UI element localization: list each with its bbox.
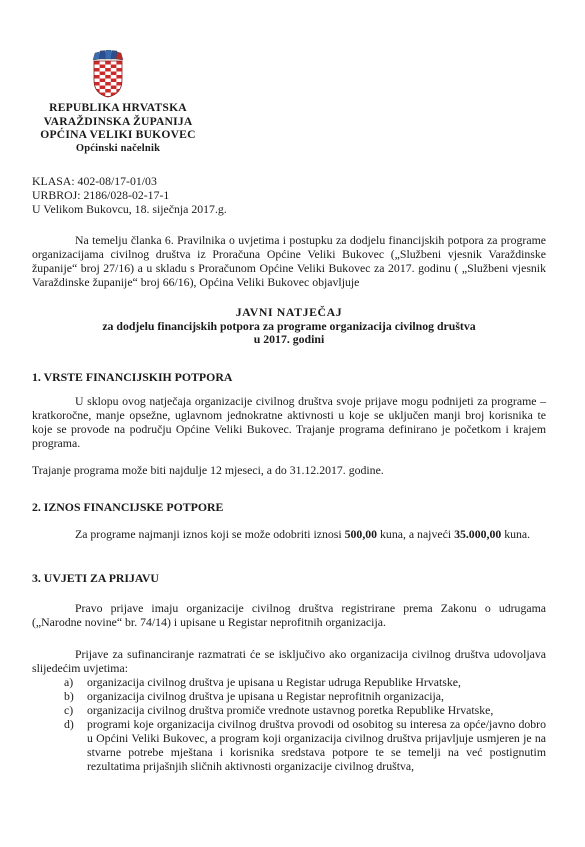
list-item: [64, 675, 546, 689]
header-county: VARAŽDINSKA ŽUPANIJA: [43, 114, 193, 128]
list-item: [64, 703, 546, 717]
intro-paragraph: Na temelju članka 6. Pravilnika o uvjetima i postupku za dodjelu financijskih potpora za programe organizacijama civilnog društva iz Proračuna Općine Veliki Bukovec („Službeni vjesnik Varaždinske županije“ broj 27/16) a u skladu s Proračunom Općine Veliki Bukovec za 2017. godinu ( „Službeni vjesnik Varaždinske županije“ broj 66/16), Općina Veliki Bukovec objavljuje: [32, 233, 546, 289]
urbroj: URBROJ: 2186/028-02-17-1: [32, 188, 170, 202]
issuer-header: [38, 101, 198, 155]
section-3-paragraph-1: Pravo prijave imaju organizacije civilnog društva registrirane prema Zakonu o udrugama („Narodne novine“ br. 74/14) i upisane u Registar neprofitnih organizacija.: [32, 601, 546, 629]
list-item-letter: a): [64, 675, 74, 689]
document-meta: [32, 174, 227, 216]
header-country: REPUBLIKA HRVATSKA: [49, 101, 187, 114]
title-line-1: JAVNI NATJEČAJ: [235, 305, 343, 319]
header-municipality: OPĆINA VELIKI BUKOVEC: [40, 128, 196, 141]
list-item: [64, 689, 546, 703]
section-2-paragraph: [32, 527, 546, 541]
list-item-text: programi koje organizacija civilnog društva provodi od osobitog su interesa za opće/javno dobro u Općini Veliki Bukovec, a program koji organizacija civilnog društva prijavljuje usmjeren je na stvarne potrebe mještana i korisnika sredstava potpore te se temelji na već postignutim rezultatima prijašnjih sličnih aktivnosti organizacije civilnog društva,: [87, 717, 546, 773]
min-amount: 500,00: [344, 527, 378, 541]
place-date: U Velikom Bukovcu, 18. siječnja 2017.g.: [32, 202, 227, 216]
title-line-3: u 2017. godini: [253, 332, 325, 346]
section-1-heading: 1. VRSTE FINANCIJSKIH POTPORA: [32, 370, 233, 384]
list-item-letter: c): [64, 703, 74, 717]
section-2-heading: 2. IZNOS FINANCIJSKE POTPORE: [32, 500, 224, 514]
list-item-letter: b): [64, 689, 74, 703]
amount-text-before: Za programe najmanji iznos koji se može odobriti iznosi: [75, 527, 345, 541]
list-item-text: organizacija civilnog društva promiče vrednote ustavnog poretka Republike Hrvatske,: [87, 703, 494, 717]
section-3-heading: 3. UVJETI ZA PRIJAVU: [32, 571, 159, 585]
coat-of-arms-icon: [91, 50, 125, 98]
list-item: [64, 717, 546, 773]
klasa: KLASA: 402-08/17-01/03: [32, 174, 157, 188]
amount-text-after: kuna.: [501, 527, 531, 541]
list-item-letter: d): [64, 717, 74, 731]
conditions-list: [64, 675, 546, 773]
list-item-text: organizacija civilnog društva je upisana u Registar udruga Republike Hrvatske,: [87, 675, 461, 689]
document-title: [32, 306, 546, 347]
title-line-2: za dodjelu financijskih potpora za programe organizacija civilnog društva: [102, 318, 476, 333]
amount-text-mid: kuna, a najveći: [377, 527, 455, 541]
section-1-paragraph-2: Trajanje programa može biti najdulje 12 mjeseci, a do 31.12.2017. godine.: [32, 463, 384, 477]
section-3-paragraph-2: Prijave za sufinanciranje razmatrati će se isključivo ako organizacija civilnog društva udovoljava slijedećim uvjetima:: [32, 647, 546, 675]
header-office: Općinski načelnik: [75, 142, 161, 154]
max-amount: 35.000,00: [454, 527, 502, 541]
list-item-text: organizacija civilnog društva je upisana u Registar neprofitnih organizacija,: [87, 689, 444, 703]
section-1-paragraph-1: U sklopu ovog natječaja organizacije civilnog društva svoje prijave mogu podnijeti za programe – kratkoročne, manje opsežne, uglavnom jednokratne aktivnosti u koje se uključen manji broj korisnika te koje se provode na području Općine Veliki Bukovec. Trajanje programa definirano je početkom i krajem programa.: [32, 394, 546, 450]
